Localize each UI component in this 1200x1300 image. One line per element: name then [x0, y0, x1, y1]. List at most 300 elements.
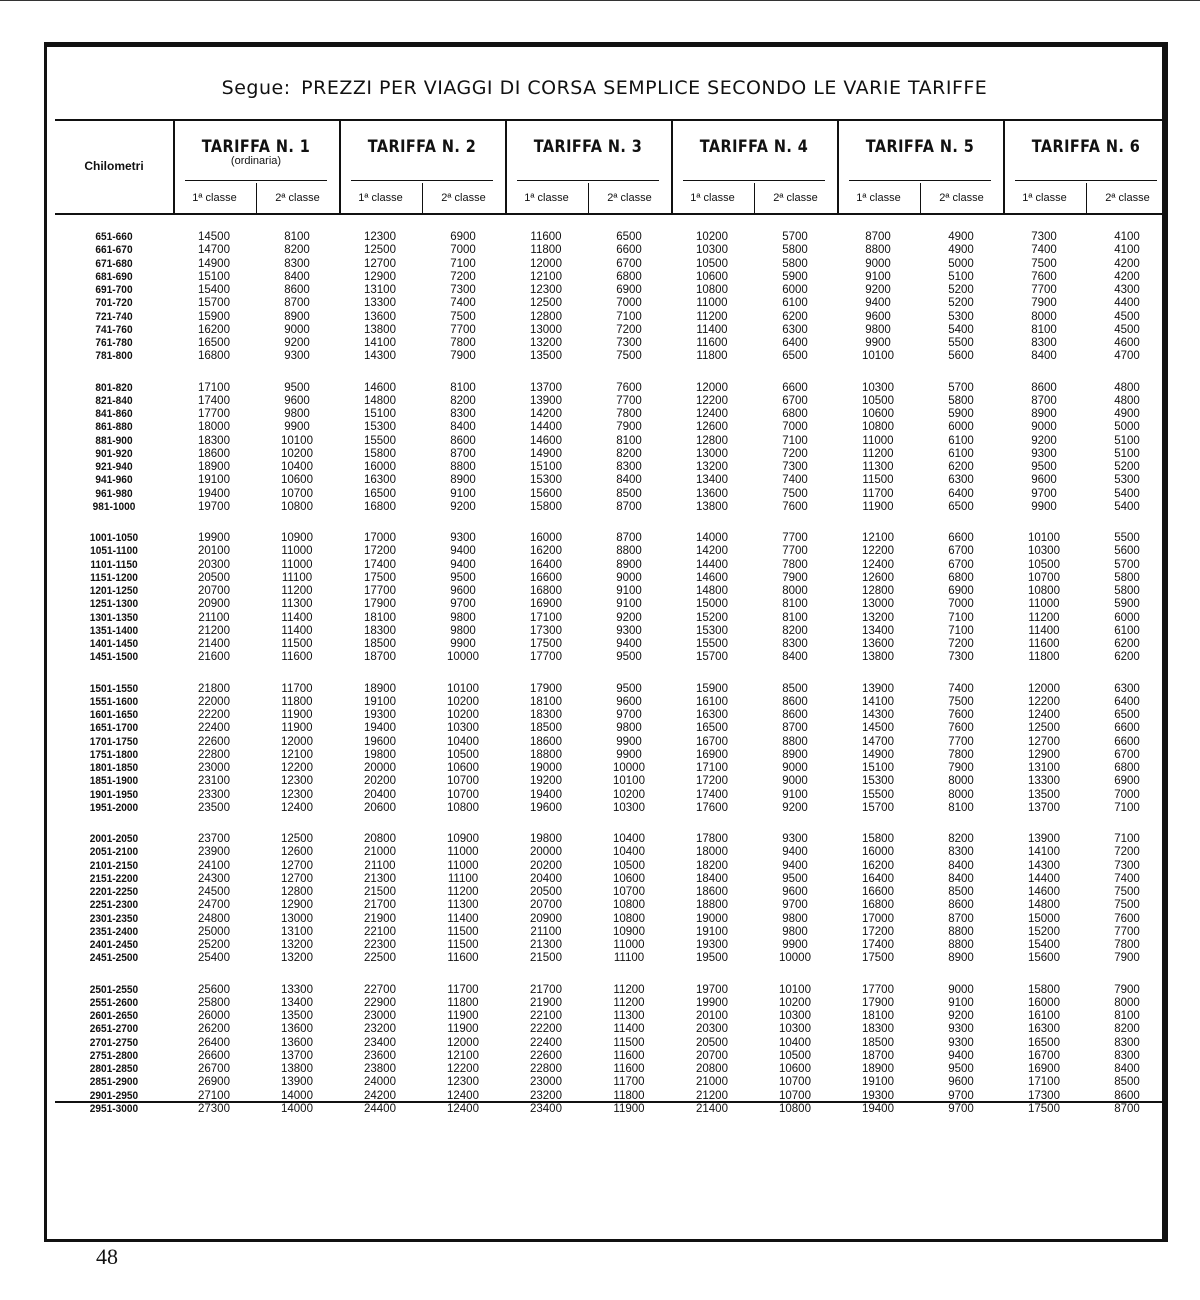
price-class-2: 9700	[948, 1089, 974, 1102]
table-row	[55, 886, 1165, 899]
price-class-2: 11100	[613, 952, 645, 965]
price-class-2: 8200	[1114, 1023, 1140, 1036]
price-class-1: 10800	[696, 284, 728, 296]
km-range: 1601-1650	[89, 709, 139, 721]
price-class-2: 9300	[616, 624, 642, 637]
price-class-2: 11700	[447, 983, 479, 996]
price-class-2: 7500	[450, 310, 476, 323]
price-class-2: 12000	[281, 735, 313, 748]
price-class-1: 11300	[862, 461, 894, 473]
price-class-1: 17100	[530, 611, 562, 624]
price-class-2: 8300	[284, 257, 310, 270]
price-class-2: 5400	[1114, 500, 1140, 513]
price-class-1: 24400	[364, 1102, 396, 1115]
table-row	[55, 899, 1165, 912]
price-class-2: 8400	[450, 421, 476, 434]
price-class-2: 11600	[447, 952, 479, 965]
table-row	[55, 532, 1165, 545]
price-class-2: 8400	[284, 270, 310, 283]
price-class-2: 6400	[1114, 695, 1140, 708]
price-class-1: 18100	[364, 611, 396, 624]
price-class-1: 21300	[364, 872, 396, 885]
km-range: 1551-1600	[89, 695, 139, 708]
price-class-2: 11300	[281, 598, 313, 611]
price-class-1: 9900	[1031, 500, 1057, 513]
price-class-2: 11500	[447, 939, 479, 951]
price-class-2: 6400	[782, 337, 808, 349]
km-range: 1101-1150	[90, 558, 138, 571]
price-class-2: 8100	[948, 801, 974, 814]
price-class-2: 7600	[1114, 912, 1140, 925]
price-class-1: 16800	[862, 899, 894, 912]
price-class-1: 26600	[198, 1049, 230, 1062]
price-class-2: 7300	[948, 651, 974, 664]
price-class-1: 11200	[1028, 611, 1060, 624]
price-class-1: 20700	[530, 899, 562, 912]
price-class-1: 7300	[1031, 231, 1057, 243]
price-class-2: 11900	[613, 1102, 645, 1115]
price-class-1: 23000	[530, 1076, 562, 1089]
price-class-2: 12000	[447, 1036, 479, 1049]
price-class-2: 11400	[447, 912, 479, 925]
price-class-2: 9500	[948, 1063, 974, 1075]
price-class-2: 8800	[948, 925, 974, 938]
price-class-2: 7100	[450, 257, 476, 270]
price-class-1: 13900	[530, 394, 562, 407]
price-class-1: 16000	[530, 532, 562, 544]
km-range: 2151-2200	[89, 872, 139, 885]
price-class-1: 14200	[530, 408, 562, 420]
price-class-1: 18500	[530, 722, 562, 735]
price-class-2: 6300	[948, 474, 974, 487]
price-class-2: 9600	[948, 1076, 974, 1089]
title-prefix: Segue:	[221, 77, 291, 99]
price-class-1: 20000	[530, 846, 562, 859]
price-class-1: 13500	[530, 350, 562, 363]
price-class-1: 20400	[530, 872, 562, 885]
table-row	[55, 736, 1165, 749]
price-class-2: 7400	[948, 682, 974, 695]
price-class-2: 6700	[782, 394, 808, 407]
price-class-2: 4300	[1114, 284, 1140, 296]
price-class-2: 7100	[1114, 833, 1140, 845]
price-class-2: 10400	[613, 833, 645, 845]
km-range: 1701-1750	[89, 735, 139, 748]
price-class-2: 7200	[782, 447, 808, 460]
price-class-1: 7700	[1031, 284, 1057, 296]
table-row	[55, 612, 1165, 625]
price-class-1: 17900	[530, 682, 562, 695]
table-row	[55, 913, 1165, 926]
price-class-1: 16100	[696, 695, 728, 708]
price-class-1: 21000	[696, 1076, 728, 1089]
km-range: 2001-2050	[89, 833, 139, 845]
price-class-2: 9200	[782, 801, 808, 814]
price-class-1: 11400	[1028, 624, 1060, 637]
price-class-2: 8800	[948, 939, 974, 951]
price-class-2: 13600	[281, 1036, 313, 1049]
price-class-1: 23600	[364, 1049, 396, 1062]
km-range: 1301-1350	[89, 611, 139, 624]
price-class-2: 7700	[1114, 925, 1140, 938]
price-class-1: 23100	[198, 775, 230, 788]
price-class-1: 21100	[530, 925, 562, 938]
price-class-1: 19100	[696, 925, 728, 938]
price-class-1: 14400	[530, 421, 562, 434]
price-class-2: 12400	[447, 1102, 479, 1115]
price-class-2: 10800	[613, 899, 645, 912]
price-class-2: 5800	[1114, 571, 1140, 584]
km-range: 2251-2300	[89, 899, 139, 912]
price-class-1: 20100	[696, 1010, 728, 1022]
price-class-1: 16000	[862, 846, 894, 859]
price-class-1: 26200	[198, 1023, 230, 1036]
price-class-1: 15600	[1028, 952, 1060, 965]
price-class-1: 18300	[198, 434, 230, 447]
km-range: 1201-1250	[89, 585, 139, 597]
price-class-2: 11700	[281, 682, 313, 695]
price-class-2: 9000	[782, 762, 808, 774]
price-class-2: 8200	[948, 833, 974, 845]
price-class-1: 24100	[198, 859, 230, 872]
price-class-1: 13800	[862, 651, 894, 664]
tariff-header-6	[1003, 127, 1169, 183]
table-row	[55, 258, 1165, 271]
table-row	[55, 501, 1165, 514]
price-class-2: 6900	[948, 585, 974, 597]
km-range: 1651-1700	[89, 722, 139, 735]
price-class-2: 5800	[948, 394, 974, 407]
price-class-1: 18700	[364, 651, 396, 664]
price-class-1: 12000	[1028, 682, 1060, 695]
price-class-1: 21200	[198, 624, 230, 637]
price-class-1: 18600	[696, 886, 728, 898]
price-class-2: 6200	[948, 461, 974, 473]
price-class-1: 15500	[696, 638, 728, 650]
price-class-2: 6600	[1114, 722, 1140, 735]
price-class-2: 7500	[1114, 899, 1140, 912]
price-class-1: 21300	[530, 939, 562, 951]
price-class-1: 19100	[198, 474, 230, 487]
price-class-1: 14100	[1028, 846, 1060, 859]
price-class-2: 10500	[779, 1049, 811, 1062]
price-class-2: 8600	[1114, 1089, 1140, 1102]
page-number: 48	[96, 1244, 118, 1269]
table-row	[55, 461, 1165, 474]
km-range: 661-670	[95, 244, 133, 257]
price-class-2: 7700	[948, 735, 974, 748]
tariff-underline	[683, 180, 825, 181]
price-class-2: 9800	[450, 624, 476, 637]
km-range: 651-660	[95, 231, 133, 243]
price-class-2: 8300	[782, 638, 808, 650]
price-class-1: 13300	[1028, 775, 1060, 788]
price-class-2: 7700	[616, 394, 642, 407]
table-row	[55, 297, 1165, 310]
price-class-1: 9200	[1031, 434, 1057, 447]
price-class-1: 16500	[364, 487, 396, 500]
price-class-1: 19200	[530, 775, 562, 788]
tariff-name: TARIFFA N. 2	[367, 137, 477, 157]
price-class-2: 9100	[782, 788, 808, 801]
price-class-1: 22600	[198, 735, 230, 748]
title-text: PREZZI PER VIAGGI DI CORSA SEMPLICE SECONDO LE VARIE TARIFFE	[301, 77, 988, 99]
price-class-1: 15300	[364, 421, 396, 434]
row-group	[55, 833, 1165, 966]
price-class-2: 12600	[281, 846, 313, 859]
price-class-2: 8700	[1114, 1102, 1140, 1115]
price-class-2: 8800	[616, 545, 642, 558]
price-class-1: 15000	[1028, 912, 1060, 925]
price-class-1: 9700	[1031, 487, 1057, 500]
price-class-1: 17500	[364, 571, 396, 584]
price-class-2: 10800	[613, 912, 645, 925]
price-class-2: 7500	[782, 487, 808, 500]
price-class-1: 15900	[696, 682, 728, 695]
km-column-header: Chilometri	[84, 159, 144, 173]
price-class-2: 7000	[1114, 788, 1140, 801]
price-class-1: 16800	[530, 585, 562, 597]
price-class-1: 15800	[862, 833, 894, 845]
price-class-1: 24000	[364, 1076, 396, 1089]
price-class-2: 11700	[613, 1076, 645, 1089]
price-class-2: 10700	[447, 775, 479, 788]
price-class-1: 26000	[198, 1010, 230, 1022]
price-class-2: 5100	[1114, 447, 1140, 460]
km-range: 901-920	[95, 447, 133, 460]
price-class-1: 8100	[1031, 323, 1057, 336]
price-class-2: 7900	[782, 571, 808, 584]
price-class-2: 8800	[450, 461, 476, 473]
price-class-2: 4900	[948, 231, 974, 243]
row-group	[55, 382, 1165, 515]
price-class-1: 21800	[198, 682, 230, 695]
price-class-1: 16000	[364, 461, 396, 473]
table-row	[55, 1063, 1165, 1076]
price-class-1: 19500	[696, 952, 728, 965]
price-class-1: 17900	[364, 598, 396, 611]
km-range: 1401-1450	[89, 638, 139, 650]
price-class-2: 7400	[450, 297, 476, 310]
table-row	[55, 350, 1165, 363]
price-class-1: 9000	[1031, 421, 1057, 434]
price-class-1: 19300	[862, 1089, 894, 1102]
table-row	[55, 873, 1165, 886]
price-class-1: 17300	[1028, 1089, 1060, 1102]
price-class-1: 13100	[364, 284, 396, 296]
price-class-1: 11200	[862, 447, 894, 460]
km-range: 2601-2650	[89, 1010, 139, 1022]
price-class-2: 5900	[948, 408, 974, 420]
price-class-1: 15100	[198, 270, 230, 283]
price-class-2: 8000	[782, 585, 808, 597]
price-class-1: 12900	[364, 270, 396, 283]
price-class-2: 4100	[1114, 244, 1140, 257]
price-class-1: 11000	[1028, 598, 1060, 611]
price-class-2: 7800	[782, 558, 808, 571]
price-class-2: 8300	[616, 461, 642, 473]
price-class-2: 11900	[281, 722, 313, 735]
price-class-1: 18500	[862, 1036, 894, 1049]
price-class-1: 20800	[696, 1063, 728, 1075]
price-class-1: 21100	[364, 859, 396, 872]
price-class-2: 5900	[1114, 598, 1140, 611]
tariff-header-1	[173, 127, 339, 183]
price-class-1: 17600	[696, 801, 728, 814]
price-class-2: 4900	[1114, 408, 1140, 420]
table-row	[55, 421, 1165, 434]
price-class-2: 8300	[450, 408, 476, 420]
km-range: 1501-1550	[89, 682, 139, 695]
price-class-2: 6600	[616, 244, 642, 257]
price-class-1: 13100	[1028, 762, 1060, 774]
km-range: 2901-2950	[89, 1089, 139, 1102]
class-1-header: 1ª classe	[524, 192, 569, 204]
price-class-2: 10000	[779, 952, 811, 965]
price-class-2: 7200	[1114, 846, 1140, 859]
price-class-2: 10900	[281, 532, 313, 544]
price-class-1: 22400	[198, 722, 230, 735]
table-row	[55, 939, 1165, 952]
table-row	[55, 284, 1165, 297]
table-row	[55, 625, 1165, 638]
table-row	[55, 926, 1165, 939]
price-class-1: 16800	[198, 350, 230, 363]
price-class-1: 19000	[696, 912, 728, 925]
price-class-2: 9000	[616, 571, 642, 584]
price-class-1: 23400	[364, 1036, 396, 1049]
price-class-2: 11200	[613, 983, 645, 996]
price-class-1: 20300	[198, 558, 230, 571]
price-class-2: 9700	[616, 709, 642, 721]
price-class-2: 8400	[948, 872, 974, 885]
price-class-1: 20400	[364, 788, 396, 801]
tariff-name: TARIFFA N. 3	[533, 137, 643, 157]
price-class-1: 15200	[1028, 925, 1060, 938]
price-class-2: 6100	[948, 447, 974, 460]
price-class-2: 7100	[1114, 801, 1140, 814]
km-range: 2801-2850	[89, 1063, 139, 1075]
price-class-2: 8700	[948, 912, 974, 925]
km-range: 1151-1200	[90, 571, 138, 584]
price-class-2: 9400	[948, 1049, 974, 1062]
price-class-1: 23400	[530, 1102, 562, 1115]
price-class-2: 12100	[281, 748, 313, 761]
table-row	[55, 408, 1165, 421]
price-class-1: 10600	[862, 408, 894, 420]
price-class-1: 9500	[1031, 461, 1057, 473]
price-class-1: 21500	[364, 886, 396, 898]
price-class-1: 20200	[364, 775, 396, 788]
price-class-1: 15700	[862, 801, 894, 814]
price-class-2: 5800	[782, 257, 808, 270]
price-class-2: 12300	[281, 788, 313, 801]
price-class-1: 18600	[530, 735, 562, 748]
price-class-2: 8500	[782, 682, 808, 695]
price-class-1: 20900	[198, 598, 230, 611]
price-class-2: 7100	[616, 310, 642, 323]
price-class-2: 9100	[450, 487, 476, 500]
price-class-2: 10000	[613, 762, 645, 774]
price-class-1: 9000	[865, 257, 891, 270]
price-class-2: 9900	[616, 748, 642, 761]
price-class-2: 11500	[281, 638, 313, 650]
price-class-2: 9500	[616, 682, 642, 695]
km-range: 2101-2150	[89, 859, 139, 872]
price-class-2: 7200	[450, 270, 476, 283]
price-class-2: 12100	[447, 1049, 479, 1062]
price-class-1: 16200	[198, 323, 230, 336]
price-class-1: 15900	[198, 310, 230, 323]
table-row	[55, 1103, 1165, 1116]
price-class-2: 8400	[782, 651, 808, 664]
price-class-1: 19100	[364, 695, 396, 708]
price-class-1: 13400	[696, 474, 728, 487]
price-class-2: 6000	[948, 421, 974, 434]
price-class-2: 5400	[1114, 487, 1140, 500]
price-class-2: 7600	[948, 709, 974, 721]
price-class-1: 14400	[696, 558, 728, 571]
price-class-2: 11300	[447, 899, 479, 912]
km-range: 1901-1950	[89, 788, 139, 801]
price-class-2: 5800	[782, 244, 808, 257]
price-class-2: 9400	[450, 558, 476, 571]
price-class-2: 7100	[948, 624, 974, 637]
price-class-1: 15500	[862, 788, 894, 801]
price-class-1: 22900	[364, 996, 396, 1009]
price-class-2: 4900	[948, 244, 974, 257]
price-class-1: 13600	[696, 487, 728, 500]
price-class-2: 11100	[447, 872, 479, 885]
table-row	[55, 244, 1165, 257]
price-class-1: 18200	[696, 859, 728, 872]
price-class-1: 9100	[865, 270, 891, 283]
price-class-1: 18300	[530, 709, 562, 721]
table-row	[55, 833, 1165, 846]
price-class-2: 10300	[447, 722, 479, 735]
tariff-underline	[849, 180, 991, 181]
price-class-1: 15300	[862, 775, 894, 788]
price-class-1: 21400	[696, 1102, 728, 1115]
price-class-1: 22600	[530, 1049, 562, 1062]
price-class-1: 16900	[530, 598, 562, 611]
price-class-1: 16200	[862, 859, 894, 872]
table-row	[55, 337, 1165, 350]
table-row	[55, 395, 1165, 408]
price-class-1: 17500	[862, 952, 894, 965]
price-class-2: 9600	[616, 695, 642, 708]
price-class-2: 8100	[1114, 1010, 1140, 1022]
price-class-2: 9500	[284, 381, 310, 394]
km-range: 2501-2550	[89, 983, 139, 996]
price-class-1: 14200	[696, 545, 728, 558]
price-class-2: 10800	[779, 1102, 811, 1115]
price-class-2: 6800	[948, 571, 974, 584]
km-range: 2701-2750	[89, 1036, 139, 1049]
price-class-1: 12100	[862, 532, 894, 544]
price-class-1: 13800	[696, 500, 728, 513]
price-class-1: 21900	[364, 912, 396, 925]
price-class-2: 4500	[1114, 323, 1140, 336]
price-class-2: 8700	[450, 447, 476, 460]
price-class-1: 15200	[696, 611, 728, 624]
price-class-1: 12700	[364, 257, 396, 270]
price-class-1: 15100	[530, 461, 562, 473]
price-class-2: 5400	[948, 323, 974, 336]
tariff-underline	[517, 180, 659, 181]
class-1-header: 1ª classe	[358, 192, 403, 204]
price-class-1: 11600	[696, 337, 728, 349]
